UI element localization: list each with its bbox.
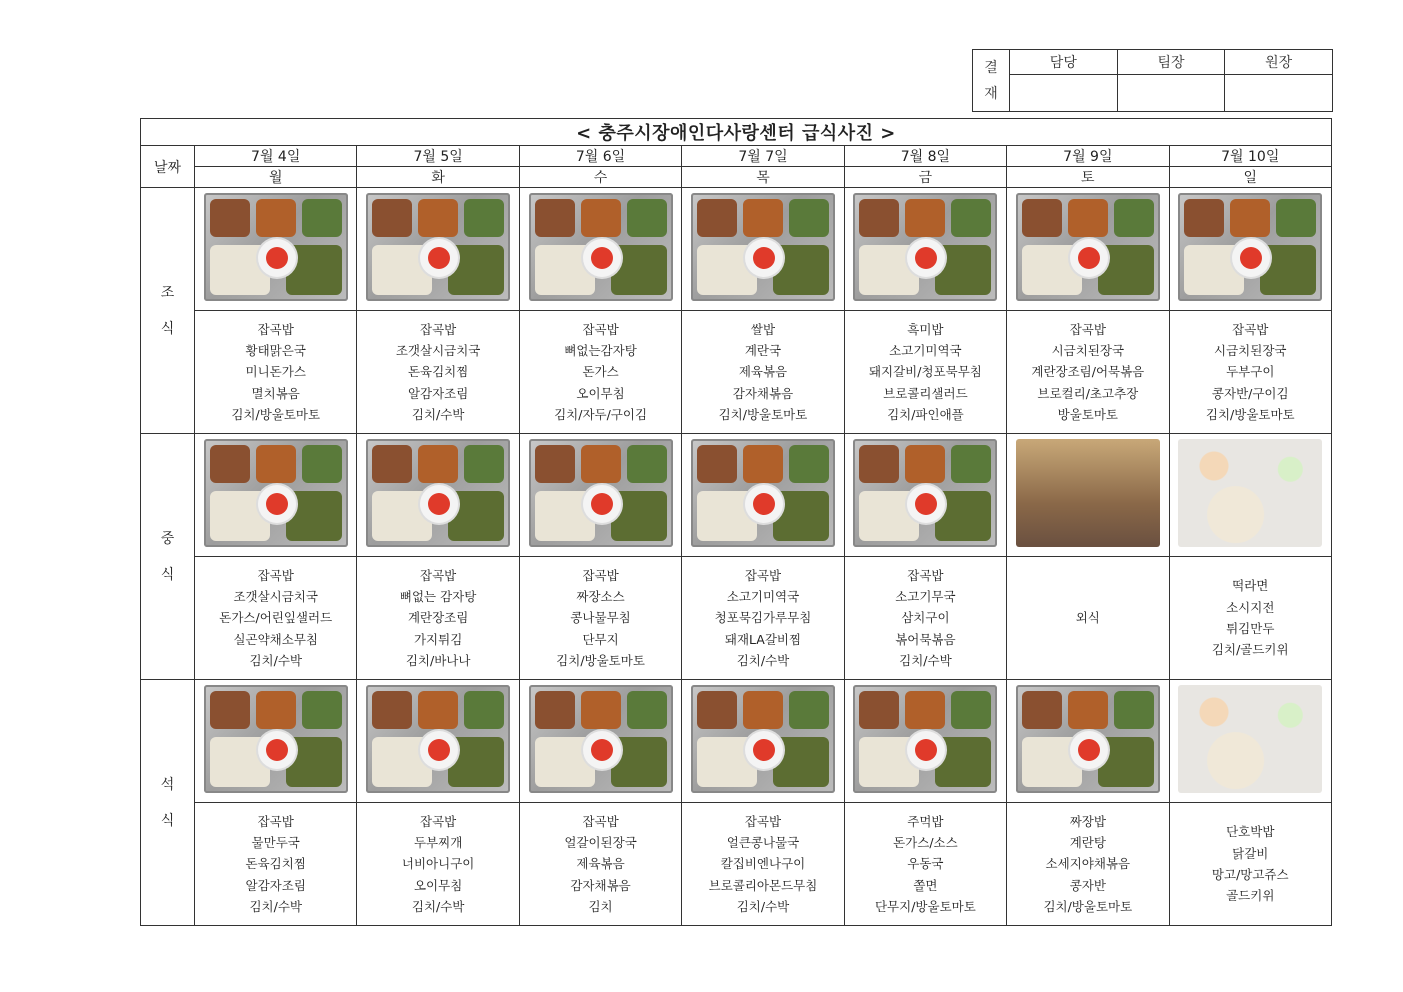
weekday-cell: 토 — [1007, 167, 1169, 188]
menu-item: 골드키위 — [1226, 888, 1275, 904]
menu-item: 쫄면 — [913, 877, 938, 893]
menu-item: 멸치볶음 — [251, 385, 300, 401]
date-cell: 7월 9일 — [1007, 146, 1169, 167]
meal-dishes-photo — [1178, 439, 1322, 547]
meal-photo-cell — [357, 434, 519, 557]
date-cell: 7월 10일 — [1169, 146, 1331, 167]
weekday-cell: 화 — [357, 167, 519, 188]
menu-items-cell — [1169, 311, 1331, 434]
meal-photo-cell — [357, 680, 519, 803]
menu-items-cell — [357, 557, 519, 680]
menu-item: 잡곡밥 — [907, 567, 944, 583]
menu-item: 김치/바나나 — [405, 652, 471, 668]
menu-item: 시금치된장국 — [1214, 343, 1287, 359]
approval-label-bottom: 재 — [984, 85, 998, 102]
menu-item: 볶어묵볶음 — [895, 631, 956, 647]
menu-item: 돈육김치찜 — [245, 856, 306, 872]
meal-photo-cell — [682, 434, 844, 557]
menu-item: 계란장조림/어묵볶음 — [1031, 364, 1145, 380]
meal-tray-photo — [204, 439, 348, 547]
menu-item: 잡곡밥 — [744, 813, 782, 829]
approval-box — [972, 49, 1333, 112]
menu-item: 칼집비엔나구이 — [720, 856, 806, 872]
menu-items-cell — [195, 311, 357, 434]
menu-item: 제육볶음 — [738, 364, 788, 380]
menu-item: 망고/망고쥬스 — [1211, 867, 1289, 882]
menu-item: 삼치구이 — [901, 610, 950, 626]
menu-item: 주먹밥 — [907, 813, 944, 829]
meal-photo-cell — [519, 680, 681, 803]
menu-item: 방울토마토 — [1057, 406, 1119, 422]
menu-item: 잡곡밥 — [420, 321, 457, 337]
menu-items-cell — [1169, 557, 1331, 680]
menu-item: 시금치된장국 — [1051, 343, 1125, 359]
menu-item: 잡곡밥 — [1069, 321, 1106, 337]
date-header: 날짜 — [141, 146, 195, 188]
menu-items-cell — [844, 803, 1006, 926]
restaurant-photo — [1016, 439, 1160, 547]
menu-item: 우동국 — [907, 856, 944, 872]
menu-item: 가지튀김 — [413, 631, 463, 647]
meal-tray-photo — [691, 193, 835, 301]
meal-label-char: 석 — [160, 776, 175, 793]
weekday-cell: 수 — [519, 167, 681, 188]
meal-tray-photo — [853, 193, 997, 301]
menu-items-cell — [1007, 803, 1169, 926]
menu-items-cell — [357, 311, 519, 434]
menu-item: 뼈없는감자탕 — [564, 343, 637, 359]
menu-item: 짜장소스 — [576, 589, 625, 605]
signature-cell-director[interactable] — [1225, 75, 1333, 112]
meal-label-char: 식 — [160, 566, 175, 583]
menu-item: 황태맑은국 — [245, 343, 306, 359]
menu-items-cell — [1007, 311, 1169, 434]
menu-item: 너비아니구이 — [401, 856, 475, 872]
menu-item: 계란국 — [744, 343, 782, 359]
menu-item: 제육볶음 — [576, 856, 625, 872]
menu-item: 돼재LA갈비찜 — [724, 631, 802, 647]
signature-cell-team-leader[interactable] — [1117, 75, 1225, 112]
meal-label-char: 중 — [160, 530, 175, 547]
menu-item: 잡곡밥 — [420, 567, 457, 583]
menu-item: 김치/수박 — [249, 652, 302, 668]
menu-item: 브로컬리/초고추장 — [1037, 385, 1139, 401]
menu-item: 단무지/방울토마토 — [874, 898, 976, 914]
menu-item: 김치/방울토마토 — [556, 652, 645, 668]
menu-item: 잡곡밥 — [420, 813, 457, 829]
meal-photo-cell — [1169, 188, 1331, 311]
menu-items-cell — [195, 803, 357, 926]
menu-items-cell — [682, 803, 844, 926]
menu-item: 소세지야채볶음 — [1045, 856, 1131, 872]
menu-item: 잡곡밥 — [1232, 321, 1269, 337]
menu-item: 김치/방울토마토 — [1043, 898, 1133, 914]
menu-item: 김치/수박 — [736, 652, 790, 668]
menu-item: 돈육김치찜 — [407, 364, 469, 380]
menu-item: 청포묵김가루무침 — [714, 610, 812, 626]
meal-photo-cell — [195, 188, 357, 311]
menu-item: 잡곡밥 — [744, 567, 782, 583]
menu-item: 짜장밥 — [1069, 813, 1106, 829]
menu-item: 오이무침 — [576, 385, 625, 401]
menu-item: 알감자조림 — [407, 385, 469, 401]
meal-tray-photo — [691, 685, 835, 793]
menu-item: 뼈없는 감자탕 — [399, 589, 477, 605]
menu-item: 감자채볶음 — [570, 877, 631, 893]
meal-label-dinner — [141, 680, 195, 926]
meal-photo-cell — [1169, 680, 1331, 803]
menu-item: 조갯살시금치국 — [395, 343, 481, 359]
meal-photo-cell — [1007, 188, 1169, 311]
meal-label-char: 식 — [160, 320, 175, 337]
meal-label-lunch — [141, 434, 195, 680]
menu-item: 단무지 — [582, 631, 619, 647]
date-cell: 7월 7일 — [682, 146, 844, 167]
menu-item: 김치/방울토마토 — [231, 406, 321, 422]
menu-items-cell — [844, 557, 1006, 680]
meal-photo-cell — [195, 680, 357, 803]
menu-item: 오이무침 — [413, 877, 463, 893]
date-cell: 7월 8일 — [844, 146, 1006, 167]
menu-item: 잡곡밥 — [257, 567, 294, 583]
menu-items-cell — [682, 557, 844, 680]
meal-label-char: 조 — [160, 284, 175, 301]
menu-item: 쌀밥 — [750, 321, 776, 337]
meal-tray-photo — [366, 193, 510, 301]
meal-photo-cell — [844, 434, 1006, 557]
menu-item: 계란탕 — [1069, 835, 1106, 851]
menu-item: 떡라면 — [1232, 578, 1269, 594]
menu-item: 단호박밥 — [1226, 824, 1275, 840]
weekday-cell: 금 — [844, 167, 1006, 188]
menu-item: 돈가스/소스 — [893, 835, 958, 851]
menu-item: 알감자조림 — [245, 877, 306, 893]
menu-item: 잡곡밥 — [582, 813, 619, 829]
weekday-cell: 일 — [1169, 167, 1331, 188]
menu-items-cell — [519, 557, 681, 680]
meal-tray-photo — [853, 685, 997, 793]
approval-label-top: 결 — [984, 59, 998, 76]
weekday-cell: 월 — [195, 167, 357, 188]
menu-item: 김치 — [588, 898, 613, 914]
menu-item: 두부구이 — [1226, 364, 1275, 380]
menu-item: 튀김만두 — [1226, 621, 1275, 636]
menu-item: 김치/골드키위 — [1211, 642, 1289, 658]
meal-tray-photo — [1016, 193, 1160, 301]
meal-photo-table — [140, 118, 1332, 926]
meal-photo-cell — [682, 188, 844, 311]
menu-item: 닭갈비 — [1232, 845, 1269, 861]
meal-tray-photo — [366, 685, 510, 793]
date-cell: 7월 6일 — [519, 146, 681, 167]
menu-item: 조갯살시금치국 — [233, 589, 318, 605]
meal-tray-photo — [529, 685, 673, 793]
menu-item: 김치/자두/구이김 — [554, 406, 648, 422]
page-title: < 충주시장애인다사랑센터 급식사진 > — [141, 119, 1332, 146]
menu-items-cell — [357, 803, 519, 926]
menu-item: 콩나물무침 — [570, 610, 631, 626]
meal-label-char: 식 — [160, 812, 175, 829]
menu-item: 얼갈이된장국 — [564, 835, 637, 851]
meal-tray-photo — [529, 439, 673, 547]
menu-items-cell — [844, 311, 1006, 434]
menu-item: 소고기무국 — [895, 589, 956, 605]
menu-item: 계란장조림 — [407, 610, 469, 626]
menu-item: 소시지전 — [1226, 599, 1275, 615]
menu-item: 잡곡밥 — [257, 813, 294, 829]
meal-tray-photo — [1178, 193, 1322, 301]
meal-photo-cell — [519, 188, 681, 311]
meal-tray-photo — [204, 193, 348, 301]
menu-items-cell — [682, 311, 844, 434]
menu-item: 소고기미역국 — [726, 589, 800, 605]
meal-photo-cell — [1007, 434, 1169, 557]
weekday-cell: 목 — [682, 167, 844, 188]
menu-item: 잡곡밥 — [582, 567, 619, 583]
meal-photo-cell — [1007, 680, 1169, 803]
menu-item: 김치/방울토마토 — [718, 406, 808, 422]
menu-item: 돼지갈비/청포묵무침 — [868, 364, 982, 380]
meal-tray-photo — [853, 439, 997, 547]
menu-item: 외식 — [1075, 610, 1100, 626]
menu-items-cell — [519, 311, 681, 434]
approval-col-director: 원장 — [1225, 50, 1333, 75]
menu-item: 실곤약채소무침 — [233, 631, 318, 647]
meal-tray-photo — [1016, 685, 1160, 793]
approval-col-manager: 담당 — [1010, 50, 1118, 75]
menu-item: 콩자반 — [1069, 877, 1106, 893]
menu-item: 감자채볶음 — [732, 385, 794, 401]
menu-item: 콩자반/구이김 — [1211, 385, 1289, 401]
menu-item: 김치/수박 — [411, 406, 465, 422]
meal-tray-photo — [204, 685, 348, 793]
menu-item: 얼큰콩나물국 — [726, 835, 800, 851]
date-cell: 7월 4일 — [195, 146, 357, 167]
meal-photo-cell — [844, 188, 1006, 311]
menu-item: 돈가스/어린잎샐러드 — [219, 610, 333, 626]
meal-photo-cell — [357, 188, 519, 311]
meal-label-breakfast — [141, 188, 195, 434]
signature-cell-manager[interactable] — [1010, 75, 1118, 112]
meal-photo-cell — [195, 434, 357, 557]
menu-item: 김치/수박 — [899, 652, 952, 668]
menu-item: 브로콜리샐러드 — [883, 385, 968, 401]
menu-item: 김치/수박 — [249, 898, 302, 914]
approval-col-team-leader: 팀장 — [1117, 50, 1225, 75]
date-cell: 7월 5일 — [357, 146, 519, 167]
meal-rows — [141, 188, 1332, 926]
meal-dishes-photo — [1178, 685, 1322, 793]
meal-photo-cell — [519, 434, 681, 557]
menu-item: 김치/수박 — [411, 898, 465, 914]
menu-item: 잡곡밥 — [257, 321, 294, 337]
approval-label — [973, 50, 1010, 112]
menu-items-cell — [1169, 803, 1331, 926]
menu-item: 김치/방울토마토 — [1205, 406, 1295, 422]
meal-photo-cell — [682, 680, 844, 803]
menu-item: 물만두국 — [251, 835, 300, 851]
menu-item: 잡곡밥 — [582, 321, 619, 337]
menu-items-cell — [519, 803, 681, 926]
meal-photo-cell — [844, 680, 1006, 803]
meal-tray-photo — [529, 193, 673, 301]
menu-item: 돈가스 — [582, 364, 619, 380]
menu-item: 흑미밥 — [907, 321, 944, 337]
menu-items-cell — [195, 557, 357, 680]
menu-items-cell — [1007, 557, 1169, 680]
menu-item: 김치/수박 — [736, 898, 790, 914]
menu-item: 브로콜리아몬드무침 — [708, 877, 818, 893]
meal-tray-photo — [366, 439, 510, 547]
meal-photo-cell — [1169, 434, 1331, 557]
menu-item: 김치/파인애플 — [887, 406, 964, 422]
menu-item: 소고기미역국 — [889, 343, 962, 359]
meal-tray-photo — [691, 439, 835, 547]
menu-item: 미니돈가스 — [245, 364, 306, 380]
menu-item: 두부찌개 — [413, 835, 463, 851]
